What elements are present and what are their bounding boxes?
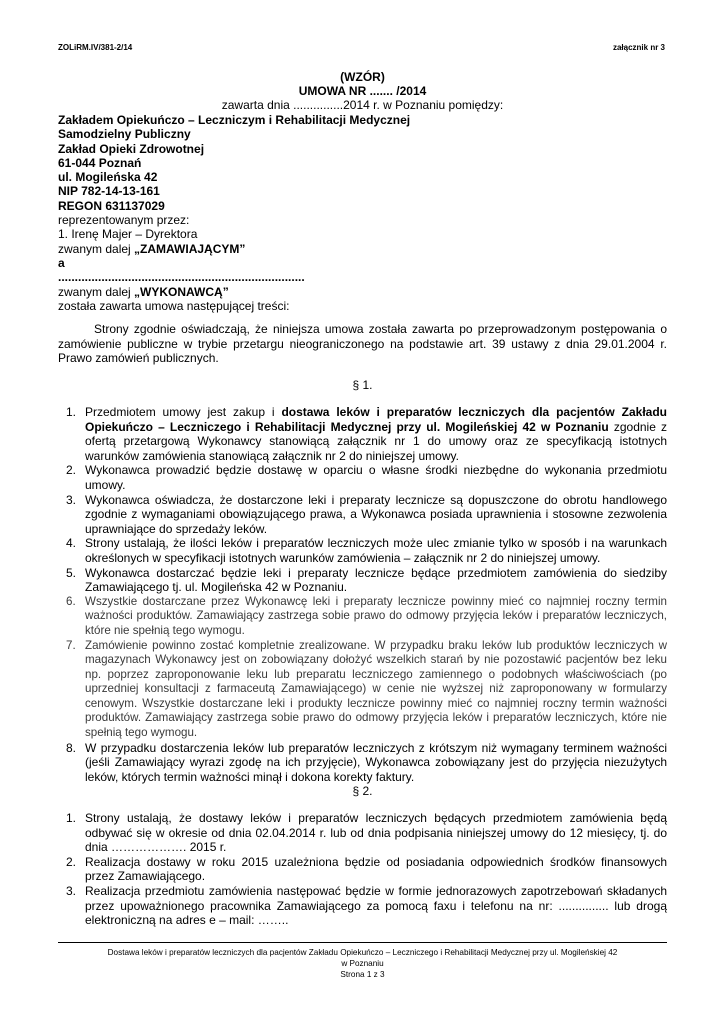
list-item: 4. Strony ustalają, że ilości leków i preparatów leczniczych może ulec zmianie tylko w sposób i na warunkach określonych w specyfikacji istotnych warunków zamówienia – załącznik nr 2 do niniejszej umowy. [66,536,667,565]
list-item: 7. Zamówienie powinno zostać kompletnie zrealizowane. W przypadku braku leków lub produktów leczniczych w magazynach Wykonawcy jest on zobowiązany dołożyć wszelkich starań by nie pozostawić pacjentów bez leku np. poprzez zaproponowanie leku lub preparatu leczniczego zamiennego o podobnych właściwościach (po uprzedniej konsultacji z farmaceutą Zamawiającego) w cenie nie wyższej niż zaproponowany w formularzy cenowym. Wszystkie dostarczane leki i produkty lecznicze powinny mieć co najmniej roczny termin ważności produktów. Zamawiający zastrzega sobie prawo do odmowy przyjęcia leków i preparatów leczniczych, które nie spełnią tego wymogu. [66,638,667,740]
conjunction-a: a [58,255,65,270]
item-text: Realizacja przedmiotu zamówienia następować będzie w formie jednorazowych zapotrzebowań składanych przez upoważnionego pracownika Zamawiającego za pomocą faxu i telefonu na nr: ............... lub drogą elektroniczną na adres e – mail: …….. [85,883,667,928]
intro-text: Strony zgodnie oświadczają, że niniejsza umowa została zawarta po przeprowadzonym postępowania o zamówienie publiczne w trybie przetargu nieograniczonego na podstawie art. 39 ustawy z dnia 29.01.2004 r. Prawo zamówień publicznych. [58,322,667,366]
page-footer [58,942,667,980]
item-text: Strony ustalają, że ilości leków i preparatów leczniczych może ulec zmianie tylko w sposób i na warunkach określonych w specyfikacji istotnych warunków zamówienia – załącznik nr 2 do niniejszej umowy. [85,536,667,565]
party-name-3: Zakład Opieki Zdrowotnej [58,141,205,156]
section-2-heading: § 2. [352,784,373,798]
contractor-line [58,285,410,299]
intro-paragraph [58,322,667,366]
item-text: Wykonawca oświadcza, że dostarczone leki i preparaty lecznicze są dopuszczone do obrotu handlowego zgodnie z wymaganiami obowiązującego prawa, a Wykonawca posiada uprawnienia i stosowne zezwolenia uprawniające do sprzedaży leków. [85,492,667,536]
list-item: 8. W przypadku dostarczenia leków lub preparatów leczniczych z krótszym niż wymagany terminem ważności (jeśli Zamawiający wyrazi zgodę na ich przyjęcie), Wykonawca zobowiązany jest do przyjęcia niezużytych leków, których termin ważności minął i dokona korekty faktury. [66,740,667,784]
ordering-party-name: „ZAMAWIAJĄCYM” [134,241,246,256]
called-label: zwanym dalej [58,241,135,256]
item-text-post: zgodnie z ofertą przetargową Wykonawcy stanowiącą załącznik nr 1 do umowy oraz ze specyfikacją istotnych warunków zamówienia stanowiącą załącznik nr 2 do niniejszej umowy. [85,419,668,463]
item-text: Wykonawca prowadzić będzie dostawę w oparciu o własne środki niezbędne do wykonania przedmiotu umowy. [85,463,667,492]
contractor-name: „WYKONAWCĄ” [134,284,229,299]
item-text-bold: dostawa leków i preparatów leczniczych dla pacjentów Zakładu Opiekuńczo – Leczniczego i Rehabilitacji Medycznej przy ul. Mogileńskiej 42 w Poznaniu [85,405,667,434]
list-item: 3. Wykonawca oświadcza, że dostarczone leki i preparaty lecznicze są dopuszczone do obrotu handlowego zgodnie z wymaganiami obowiązującego prawa, a Wykonawca posiada uprawnienia i stosowne zezwolenia uprawniające do sprzedaży leków. [66,492,667,536]
contractor-blank: .......................................................................... [58,270,305,285]
party-street: ul. Mogileńska 42 [58,170,158,185]
called-label-2: zwanym dalej [58,284,135,299]
ordering-party-line [58,242,410,256]
list-item: 3. Realizacja przedmiotu zamówienia następować będzie w formie jednorazowych zapotrzebowań składanych przez upoważnionego pracownika Zamawiającego za pomocą faxu i telefonu na nr: ............... lub drogą elektroniczną na adres e – mail: …….. [66,883,667,928]
item-text-pre: Przedmiotem umowy jest zakup i [85,405,282,419]
section-1-list [58,405,667,784]
party-postcode: 61-044 Poznań [58,155,142,170]
list-item: 5. Wykonawca dostarczać będzie leki i preparaty lecznicze będące przedmiotem zamówienia do siedziby Zamawiającego tj. ul. Mogileńska 42 w Poznaniu. [66,565,667,595]
party-nip: NIP 782-14-13-161 [58,184,160,199]
title-concluded-date: zawarta dnia ...............2014 r. w Poznaniu pomiędzy: [221,98,504,112]
item-text: W przypadku dostarczenia leków lub preparatów leczniczych z krótszym niż wymagany terminem ważności (jeśli Zamawiający wyrazi zgodę na ich przyjęcie), Wykonawca zobowiązany jest do przyjęcia niezużytych leków, których termin ważności minął i dokona korekty faktury. [85,740,667,784]
item-text: Wykonawca dostarczać będzie leki i preparaty lecznicze będące przedmiotem zamówienia do siedziby Zamawiającego tj. ul. Mogileńska 42 w Poznaniu. [85,565,667,595]
page-number: Strona 1 z 3 [340,970,385,979]
section-2-list [58,811,667,928]
party-regon: REGON 631137029 [58,198,165,213]
list-item: 1. Strony ustalają, że dostawy leków i preparatów leczniczych będących przedmiotem zamówienia będą odbywać się w okresie od dnia 02.04.2014 r. lub od dnia podpisania niniejszej umowy do 12 miesięcy, tj. do dnia ………………. 2015 r. [66,811,667,855]
list-item: 1. Przedmiotem umowy jest zakup i dostawa leków i preparatów leczniczych dla pacjentów Zakładu Opiekuńczo – Leczniczego i Rehabilitacji Medycznej przy ul. Mogileńskiej 42 w Poznaniu zgodnie z ofertą przetargową Wykonawcy stanowiącą załącznik nr 1 do umowy oraz ze specyfikacją istotnych warunków zamówienia stanowiącą załącznik nr 2 do niniejszej umowy. [66,405,668,463]
item-text: Strony ustalają, że dostawy leków i preparatów leczniczych będących przedmiotem zamówienia będą odbywać się w okresie od dnia 02.04.2014 r. lub od dnia podpisania niniejszej umowy do 12 miesięcy, tj. do dnia ………………. 2015 r. [85,811,667,855]
title-contract-number: UMOWA NR ....... /2014 [298,84,427,98]
parties-block [58,113,410,313]
list-item: 2. Realizacja dostawy w roku 2015 uzależniona będzie od posiadania odpowiednich środków finansowych przez Zamawiającego. [66,854,667,884]
represented-by: reprezentowanym przez: [58,213,190,228]
item-text: Realizacja dostawy w roku 2015 uzależniona będzie od posiadania odpowiednich środków finansowych przez Zamawiającego. [85,854,667,884]
contract-concluded: została zawarta umowa następującej treści: [58,298,290,313]
list-item: 6. Wszystkie dostarczane przez Wykonawcę leki i preparaty lecznicze powinny mieć co najmniej roczny termin ważności produktów. Zamawiający zastrzega sobie prawo do odmowy przyjęcia leków i preparatów leczniczych, które nie spełnią tego wymogu. [66,594,667,637]
representative: 1. Irenę Majer – Dyrektora [58,227,198,242]
title-template: (WZÓR) [340,70,385,84]
party-name-2: Samodzielny Publiczny [58,127,191,142]
item-text: Wszystkie dostarczane przez Wykonawcę leki i preparaty lecznicze powinny mieć co najmniej roczny termin ważności produktów. Zamawiający zastrzega sobie prawo do odmowy przyjęcia leków i preparatów leczniczych, które nie spełnią tego wymogu. [85,594,667,637]
footer-title: Dostawa leków i preparatów leczniczych dla pacjentów Zakładu Opiekuńczo – Leczniczego i Rehabilitacji Medycznej przy ul. Mogileńskiej 42 [107,948,618,957]
party-name-1: Zakładem Opiekuńczo – Leczniczym i Rehabilitacji Medycznej [58,113,411,127]
document-reference: ZOLiRM.IV/381-2/14 [58,43,133,52]
attachment-label: załącznik nr 3 [612,43,665,52]
footer-city: w Poznaniu [341,959,384,968]
list-item: 2. Wykonawca prowadzić będzie dostawę w oparciu o własne środki niezbędne do wykonania przedmiotu umowy. [66,463,667,492]
title-block [58,70,667,112]
item-text: Zamówienie powinno zostać kompletnie zrealizowane. W przypadku braku leków lub produktów leczniczych w magazynach Wykonawcy jest on zobowiązany dołożyć wszelkich starań by nie pozostawić pacjentów bez leku np. poprzez zaproponowanie leku lub preparatu leczniczego zamiennego o podobnych właściwościach (po uprzedniej konsultacji z farmaceutą Zamawiającego) w cenie nie wyższej niż zaproponowany w formularzy cenowym. Wszystkie dostarczane leki i produkty lecznicze powinny mieć co najmniej roczny termin ważności produktów. Zamawiający zastrzega sobie prawo do odmowy przyjęcia leków i preparatów leczniczych, które nie spełnią tego wymogu. [85,638,667,740]
section-1-heading: § 1. [352,378,373,392]
